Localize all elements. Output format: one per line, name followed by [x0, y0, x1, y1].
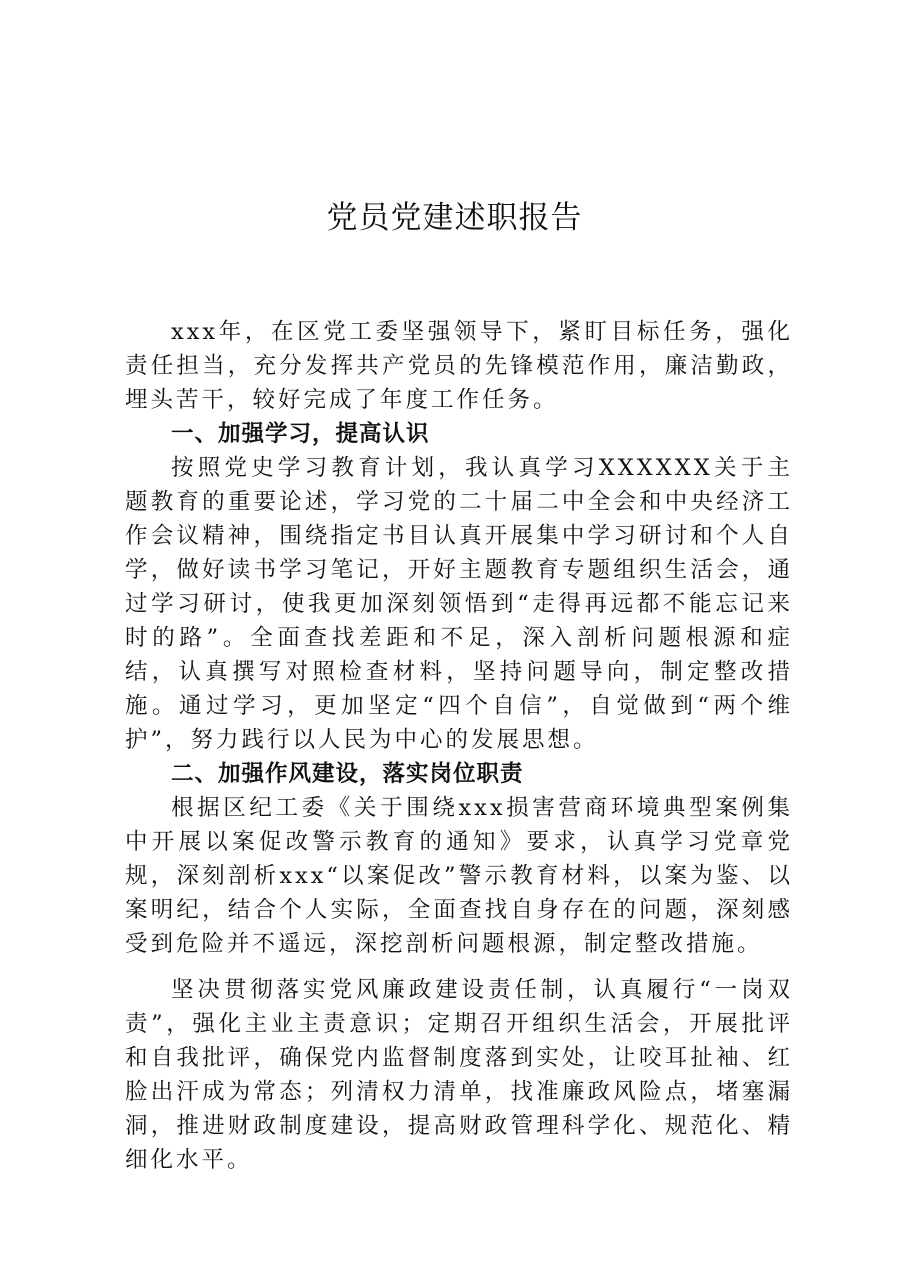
section-2-paragraph-1: 根据区纪工委《关于围绕xxx损害营商环境典型案例集中开展以案促改警示教育的通知》要求，认真学习党章党规，深刻剖析xxx“以案促改”警示教育材料，以案为鉴、以案明纪，结合个人实际，全面查找自身存在的问题，深刻感受到危险并不遥远，深挖剖析问题根源，制定整改措施。 — [125, 795, 793, 957]
section-1-paragraph: 按照党史学习教育计划，我认真学习XXXXXX关于主题教育的重要论述，学习党的二十届二中全会和中央经济工作会议精神，围绕指定书目认真开展集中学习研讨和个人自学，做好读书学习笔记，开好主题教育专题组织生活会，通过学习研讨，使我更加深刻领悟到“走得再远都不能忘记来时的路”。全面查找差距和不足，深入剖析问题根源和症结，认真撰写对照检查材料，坚持问题导向，制定整改措施。通过学习，更加坚定“四个自信”，自觉做到“两个维护”，努力践行以人民为中心的发展思想。 — [125, 455, 793, 753]
section-2-paragraph-2: 坚决贯彻落实党风廉政建设责任制，认真履行“一岗双责”，强化主业主责意识；定期召开组织生活会，开展批评和自我批评，确保党内监督制度落到实处，让咬耳扯袖、红脸出汗成为常态；列清权力清单，找准廉政风险点，堵塞漏洞，推进财政制度建设，提高财政管理科学化、规范化、精细化水平。 — [125, 977, 793, 1173]
document-title: 党员党建述职报告 — [326, 200, 583, 236]
document-body — [125, 315, 793, 1177]
section-heading-2: 二、加强作风建设，落实岗位职责 — [171, 761, 524, 787]
intro-paragraph: xxx年，在区党工委坚强领导下，紧盯目标任务，强化责任担当，充分发挥共产党员的先锋模范作用，廉洁勤政，埋头苦干，较好完成了年度工作任务。 — [125, 319, 793, 413]
section-heading-1: 一、加强学习，提高认识 — [171, 421, 430, 447]
